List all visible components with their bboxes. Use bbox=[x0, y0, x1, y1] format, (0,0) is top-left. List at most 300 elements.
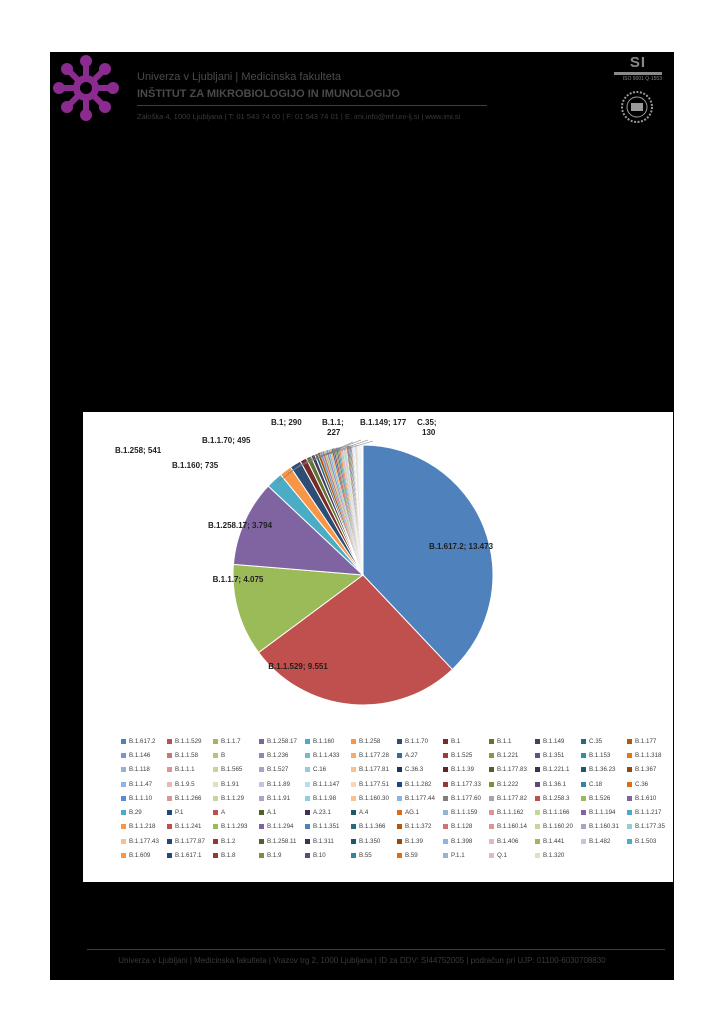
legend-item bbox=[443, 820, 489, 834]
legend-item bbox=[489, 820, 535, 834]
legend-swatch bbox=[213, 810, 218, 815]
legend-item bbox=[213, 820, 259, 834]
legend-swatch bbox=[535, 782, 540, 787]
legend-label: B.1.1.218 bbox=[129, 823, 156, 831]
header-contact-line: Zaloška 4, 1000 Ljubljana | T: 01 543 74 00 | F: 01 543 74 01 | E: imi.info@mf.uni-lj.si | www.imi.si bbox=[137, 112, 461, 121]
slice-data-label: B.1.160; 735 bbox=[172, 461, 219, 470]
legend-item bbox=[581, 748, 627, 762]
legend-label: B.1.1.7 bbox=[221, 737, 241, 745]
slice-data-label: B.1.1.70; 495 bbox=[202, 436, 251, 445]
slice-data-label: C.35; 130 bbox=[417, 418, 437, 437]
legend-swatch bbox=[397, 739, 402, 744]
legend-item bbox=[581, 791, 627, 805]
legend-swatch bbox=[443, 810, 448, 815]
legend-label: B.1.258 bbox=[359, 737, 381, 745]
legend-item bbox=[305, 748, 351, 762]
legend-label: B.1.160 bbox=[313, 737, 335, 745]
legend-label: B.1.1.1 bbox=[175, 766, 195, 774]
legend-swatch bbox=[443, 796, 448, 801]
legend-label: B.1.177.51 bbox=[359, 780, 389, 788]
legend-label: B.1.1.351 bbox=[313, 823, 340, 831]
legend-swatch bbox=[259, 839, 264, 844]
legend-item bbox=[305, 848, 351, 862]
legend-item bbox=[627, 805, 673, 819]
legend-swatch bbox=[213, 853, 218, 858]
legend-label: B.1.258.3 bbox=[543, 794, 570, 802]
legend-item bbox=[167, 748, 213, 762]
legend-item bbox=[259, 820, 305, 834]
legend-swatch bbox=[535, 767, 540, 772]
legend-swatch bbox=[489, 739, 494, 744]
legend-label: Q.1 bbox=[497, 852, 507, 860]
legend-label: B.1.91 bbox=[221, 780, 239, 788]
legend-item bbox=[535, 748, 581, 762]
legend-item bbox=[443, 748, 489, 762]
legend-swatch bbox=[259, 767, 264, 772]
legend-swatch bbox=[167, 810, 172, 815]
slice-data-label: B.1.617.2; 13.473 bbox=[428, 542, 494, 551]
legend-label: B.1.1.282 bbox=[405, 780, 432, 788]
certification-text: ISO 9001 Q-1553 bbox=[622, 76, 662, 82]
legend-item bbox=[443, 848, 489, 862]
legend-swatch bbox=[397, 753, 402, 758]
legend-label: B.1.1.159 bbox=[451, 809, 478, 817]
legend-label: A bbox=[221, 809, 226, 817]
legend-item bbox=[489, 791, 535, 805]
legend-item bbox=[213, 848, 259, 862]
slice-data-label: B.1.1.529; 9.551 bbox=[268, 662, 328, 671]
legend-item bbox=[351, 777, 397, 791]
legend-item bbox=[121, 848, 167, 862]
legend-swatch bbox=[305, 796, 310, 801]
legend-label: B.1.222 bbox=[497, 780, 519, 788]
legend-item bbox=[121, 734, 167, 748]
legend-item bbox=[259, 834, 305, 848]
legend-swatch bbox=[489, 824, 494, 829]
legend-swatch bbox=[305, 839, 310, 844]
legend-item bbox=[259, 791, 305, 805]
legend-item bbox=[581, 820, 627, 834]
legend-swatch bbox=[167, 767, 172, 772]
legend-label: B.1.367 bbox=[635, 766, 657, 774]
slice-data-label: B.1.258; 541 bbox=[115, 446, 162, 455]
legend-item bbox=[259, 805, 305, 819]
legend-swatch bbox=[627, 739, 632, 744]
legend-label: A.4 bbox=[359, 809, 369, 817]
legend-swatch bbox=[489, 839, 494, 844]
legend-label: B.1.118 bbox=[129, 766, 150, 774]
slice-data-label: B.1.1.7; 4.075 bbox=[212, 575, 264, 584]
legend-swatch bbox=[489, 796, 494, 801]
legend-item bbox=[351, 791, 397, 805]
legend-item bbox=[397, 848, 443, 862]
legend-label: B.1.177.35 bbox=[635, 823, 665, 831]
legend-label: B.1.2 bbox=[221, 837, 236, 845]
legend-label: B.1.1.70 bbox=[405, 737, 429, 745]
legend-item bbox=[167, 791, 213, 805]
legend-label: B.1.1.241 bbox=[175, 823, 202, 831]
legend-label: B.1.258.17 bbox=[267, 737, 297, 745]
legend-item bbox=[121, 805, 167, 819]
chart-legend bbox=[121, 734, 673, 863]
legend-label: B.1.9 bbox=[267, 852, 282, 860]
legend-label: B.1.565 bbox=[221, 766, 243, 774]
legend-item bbox=[535, 834, 581, 848]
legend-swatch bbox=[581, 796, 586, 801]
legend-swatch bbox=[627, 839, 632, 844]
legend-item bbox=[305, 777, 351, 791]
legend-swatch bbox=[627, 824, 632, 829]
legend-label: B.1.177.43 bbox=[129, 837, 159, 845]
legend-label: B.1.153 bbox=[589, 751, 611, 759]
legend-label: B.1.1.366 bbox=[359, 823, 386, 831]
legend-label: B.1 bbox=[451, 737, 461, 745]
legend-item bbox=[581, 763, 627, 777]
legend-label: B.1.609 bbox=[129, 852, 151, 860]
legend-item bbox=[121, 834, 167, 848]
legend-item bbox=[305, 763, 351, 777]
legend-item bbox=[213, 791, 259, 805]
legend-label: B.29 bbox=[129, 809, 142, 817]
legend-item bbox=[213, 805, 259, 819]
legend-swatch bbox=[443, 782, 448, 787]
legend-item bbox=[259, 777, 305, 791]
legend-item bbox=[121, 748, 167, 762]
legend-item bbox=[167, 763, 213, 777]
legend-label: B.1.525 bbox=[451, 751, 473, 759]
legend-label: B.1.320 bbox=[543, 852, 565, 860]
legend-label: B.1.526 bbox=[589, 794, 611, 802]
certification-seal-icon bbox=[620, 90, 654, 124]
legend-label: B.1.177.44 bbox=[405, 794, 435, 802]
legend-swatch bbox=[397, 810, 402, 815]
legend-swatch bbox=[167, 753, 172, 758]
legend-swatch bbox=[397, 782, 402, 787]
legend-item bbox=[397, 763, 443, 777]
legend-swatch bbox=[351, 839, 356, 844]
legend-item bbox=[489, 848, 535, 862]
legend-label: B.1.146 bbox=[129, 751, 151, 759]
legend-label: B.1.149 bbox=[543, 737, 565, 745]
legend-label: B.1.1.194 bbox=[589, 809, 616, 817]
legend-item bbox=[443, 734, 489, 748]
slice-data-label: B.1; 290 bbox=[271, 418, 302, 427]
legend-label: A.23.1 bbox=[313, 809, 331, 817]
legend-swatch bbox=[121, 824, 126, 829]
legend-item bbox=[167, 777, 213, 791]
legend-label: B.1.503 bbox=[635, 837, 657, 845]
legend-swatch bbox=[443, 853, 448, 858]
legend-label: B.1.128 bbox=[451, 823, 473, 831]
legend-label: B.1.1.39 bbox=[451, 766, 475, 774]
legend-item bbox=[489, 763, 535, 777]
legend-label: B.1.258.11 bbox=[267, 837, 297, 845]
legend-swatch bbox=[121, 753, 126, 758]
legend-swatch bbox=[351, 796, 356, 801]
legend-item bbox=[121, 763, 167, 777]
slice-data-label: B.1.1; 227 bbox=[322, 418, 344, 437]
legend-label: B.1.1.293 bbox=[221, 823, 248, 831]
legend-label: B.1.1.372 bbox=[405, 823, 432, 831]
legend-item bbox=[213, 777, 259, 791]
legend-swatch bbox=[581, 810, 586, 815]
legend-item bbox=[397, 748, 443, 762]
slice-data-label: B.1.258.17; 3.794 bbox=[207, 521, 273, 530]
legend-swatch bbox=[627, 796, 632, 801]
legend-swatch bbox=[397, 824, 402, 829]
legend-item bbox=[305, 820, 351, 834]
legend-item bbox=[259, 848, 305, 862]
legend-swatch bbox=[121, 739, 126, 744]
legend-label: B.55 bbox=[359, 852, 372, 860]
legend-swatch bbox=[167, 796, 172, 801]
legend-swatch bbox=[581, 839, 586, 844]
legend-item bbox=[121, 777, 167, 791]
legend-label: A.27 bbox=[405, 751, 418, 759]
legend-item bbox=[627, 734, 673, 748]
legend-swatch bbox=[581, 767, 586, 772]
legend-label: B.1.441 bbox=[543, 837, 565, 845]
legend-label: B.1.160.14 bbox=[497, 823, 527, 831]
legend-item bbox=[443, 791, 489, 805]
legend-item bbox=[443, 805, 489, 819]
legend-swatch bbox=[121, 767, 126, 772]
legend-label: B.1.610 bbox=[635, 794, 657, 802]
legend-swatch bbox=[489, 767, 494, 772]
legend-item bbox=[213, 763, 259, 777]
legend-label: B.1.617.2 bbox=[129, 737, 156, 745]
legend-swatch bbox=[489, 782, 494, 787]
footer-text: Univerza v Ljubljani | Medicinska fakulteta | Vrazov trg 2, 1000 Ljubljana | ID za DDV: SI44752005 | podračun pri UJP: 01100-6030708830 bbox=[118, 956, 606, 965]
legend-swatch bbox=[443, 839, 448, 844]
legend-swatch bbox=[627, 767, 632, 772]
legend-swatch bbox=[397, 853, 402, 858]
legend-label: B.1.177.81 bbox=[359, 766, 389, 774]
legend-item bbox=[305, 734, 351, 748]
legend-swatch bbox=[351, 739, 356, 744]
legend-swatch bbox=[305, 824, 310, 829]
legend-label: B.1.1.47 bbox=[129, 780, 153, 788]
legend-item bbox=[351, 763, 397, 777]
legend-item bbox=[351, 734, 397, 748]
legend-label: B.1.617.1 bbox=[175, 852, 202, 860]
legend-item bbox=[213, 734, 259, 748]
legend-swatch bbox=[351, 824, 356, 829]
legend-swatch bbox=[305, 767, 310, 772]
legend-swatch bbox=[535, 839, 540, 844]
legend-swatch bbox=[121, 796, 126, 801]
legend-label: B.1.177.83 bbox=[497, 766, 527, 774]
legend-label: B.1.9.5 bbox=[175, 780, 195, 788]
legend-label: B.1.1.433 bbox=[313, 751, 340, 759]
legend-item bbox=[351, 848, 397, 862]
legend-swatch bbox=[213, 839, 218, 844]
legend-item bbox=[397, 777, 443, 791]
legend-item bbox=[259, 734, 305, 748]
pie-chart bbox=[83, 412, 673, 732]
legend-swatch bbox=[581, 824, 586, 829]
legend-item bbox=[627, 748, 673, 762]
legend-label: AG.1 bbox=[405, 809, 420, 817]
legend-swatch bbox=[167, 853, 172, 858]
legend-item bbox=[535, 820, 581, 834]
legend-swatch bbox=[535, 796, 540, 801]
legend-label: C.36.3 bbox=[405, 766, 424, 774]
legend-label: B.1.236 bbox=[267, 751, 289, 759]
legend-item bbox=[489, 805, 535, 819]
legend-swatch bbox=[259, 796, 264, 801]
certification-mark: SI bbox=[629, 54, 647, 71]
lineage-chart-figure bbox=[83, 412, 673, 882]
legend-swatch bbox=[167, 824, 172, 829]
legend-swatch bbox=[259, 810, 264, 815]
legend-swatch bbox=[213, 824, 218, 829]
footer-divider bbox=[87, 949, 665, 950]
legend-swatch bbox=[213, 782, 218, 787]
legend-swatch bbox=[397, 767, 402, 772]
legend-item bbox=[535, 734, 581, 748]
legend-swatch bbox=[535, 853, 540, 858]
legend-swatch bbox=[259, 824, 264, 829]
legend-swatch bbox=[581, 782, 586, 787]
legend-label: B.1.311 bbox=[313, 837, 334, 845]
legend-swatch bbox=[121, 810, 126, 815]
legend-item bbox=[305, 805, 351, 819]
legend-label: B.1.1.98 bbox=[313, 794, 337, 802]
certification-bar bbox=[614, 72, 662, 75]
legend-label: B.1.177.87 bbox=[175, 837, 205, 845]
legend-item bbox=[305, 834, 351, 848]
legend-item bbox=[397, 834, 443, 848]
legend-item bbox=[351, 805, 397, 819]
legend-item bbox=[397, 791, 443, 805]
legend-label: C.16 bbox=[313, 766, 327, 774]
legend-item bbox=[535, 791, 581, 805]
legend-label: B.1.8 bbox=[221, 852, 236, 860]
legend-label: A.1 bbox=[267, 809, 277, 817]
legend-swatch bbox=[489, 810, 494, 815]
legend-item bbox=[627, 820, 673, 834]
legend-swatch bbox=[259, 782, 264, 787]
legend-item bbox=[581, 834, 627, 848]
legend-label: B.1.1.318 bbox=[635, 751, 662, 759]
legend-item bbox=[581, 777, 627, 791]
legend-label: B.1.177.33 bbox=[451, 780, 481, 788]
legend-label: B.1.160.20 bbox=[543, 823, 573, 831]
legend-swatch bbox=[535, 810, 540, 815]
legend-item bbox=[167, 848, 213, 862]
legend-swatch bbox=[443, 739, 448, 744]
legend-label: B bbox=[221, 751, 226, 759]
legend-swatch bbox=[351, 853, 356, 858]
legend-item bbox=[259, 748, 305, 762]
legend-label: B.1.177.28 bbox=[359, 751, 389, 759]
legend-item bbox=[351, 748, 397, 762]
legend-item bbox=[167, 820, 213, 834]
legend-label: B.1.221.1 bbox=[543, 766, 570, 774]
legend-swatch bbox=[627, 782, 632, 787]
legend-swatch bbox=[397, 839, 402, 844]
legend-swatch bbox=[305, 739, 310, 744]
legend-swatch bbox=[213, 796, 218, 801]
legend-item bbox=[535, 805, 581, 819]
legend-label: B.1.39 bbox=[405, 837, 423, 845]
legend-item bbox=[581, 734, 627, 748]
legend-label: B.1.160.31 bbox=[589, 823, 619, 831]
legend-swatch bbox=[351, 753, 356, 758]
legend-swatch bbox=[121, 782, 126, 787]
legend-label: B.59 bbox=[405, 852, 418, 860]
legend-item bbox=[489, 777, 535, 791]
legend-swatch bbox=[397, 796, 402, 801]
legend-item bbox=[397, 820, 443, 834]
legend-swatch bbox=[259, 753, 264, 758]
legend-label: P.1 bbox=[175, 809, 184, 817]
legend-label: B.1.406 bbox=[497, 837, 519, 845]
legend-item bbox=[443, 763, 489, 777]
legend-swatch bbox=[305, 810, 310, 815]
legend-item bbox=[627, 777, 673, 791]
legend-item bbox=[167, 805, 213, 819]
legend-swatch bbox=[443, 753, 448, 758]
legend-swatch bbox=[351, 782, 356, 787]
legend-swatch bbox=[121, 853, 126, 858]
legend-label: B.1.482 bbox=[589, 837, 611, 845]
legend-swatch bbox=[167, 839, 172, 844]
header-divider bbox=[137, 105, 487, 106]
legend-item bbox=[489, 734, 535, 748]
legend-item bbox=[351, 834, 397, 848]
legend-item bbox=[581, 805, 627, 819]
legend-swatch bbox=[213, 753, 218, 758]
legend-swatch bbox=[213, 739, 218, 744]
legend-item bbox=[305, 791, 351, 805]
legend-item bbox=[627, 763, 673, 777]
legend-label: B.1.177.82 bbox=[497, 794, 527, 802]
legend-item bbox=[535, 763, 581, 777]
legend-item bbox=[351, 820, 397, 834]
legend-label: B.1.1.166 bbox=[543, 809, 570, 817]
legend-label: C.18 bbox=[589, 780, 603, 788]
legend-swatch bbox=[627, 810, 632, 815]
legend-label: B.1.36.23 bbox=[589, 766, 616, 774]
legend-swatch bbox=[581, 753, 586, 758]
legend-label: B.1.1.529 bbox=[175, 737, 202, 745]
legend-item bbox=[121, 791, 167, 805]
header-institute-name: INŠTITUT ZA MIKROBIOLOGIJO IN IMUNOLOGIJO bbox=[137, 88, 400, 100]
legend-swatch bbox=[443, 824, 448, 829]
legend-item bbox=[121, 820, 167, 834]
legend-label: B.1.1.10 bbox=[129, 794, 153, 802]
legend-label: B.1.351 bbox=[543, 751, 565, 759]
legend-swatch bbox=[121, 839, 126, 844]
faculty-logo-icon bbox=[50, 52, 122, 124]
document-page bbox=[50, 52, 674, 980]
legend-swatch bbox=[305, 753, 310, 758]
legend-label: B.1.1.147 bbox=[313, 780, 340, 788]
legend-swatch bbox=[627, 753, 632, 758]
legend-label: P.1.1 bbox=[451, 852, 465, 860]
legend-label: B.1.177.60 bbox=[451, 794, 481, 802]
legend-label: B.10 bbox=[313, 852, 326, 860]
legend-swatch bbox=[535, 739, 540, 744]
legend-label: B.1.1.91 bbox=[267, 794, 291, 802]
legend-item bbox=[627, 834, 673, 848]
legend-item bbox=[167, 734, 213, 748]
legend-swatch bbox=[305, 782, 310, 787]
legend-label: B.1.1.58 bbox=[175, 751, 199, 759]
legend-label: B.1.160.30 bbox=[359, 794, 389, 802]
